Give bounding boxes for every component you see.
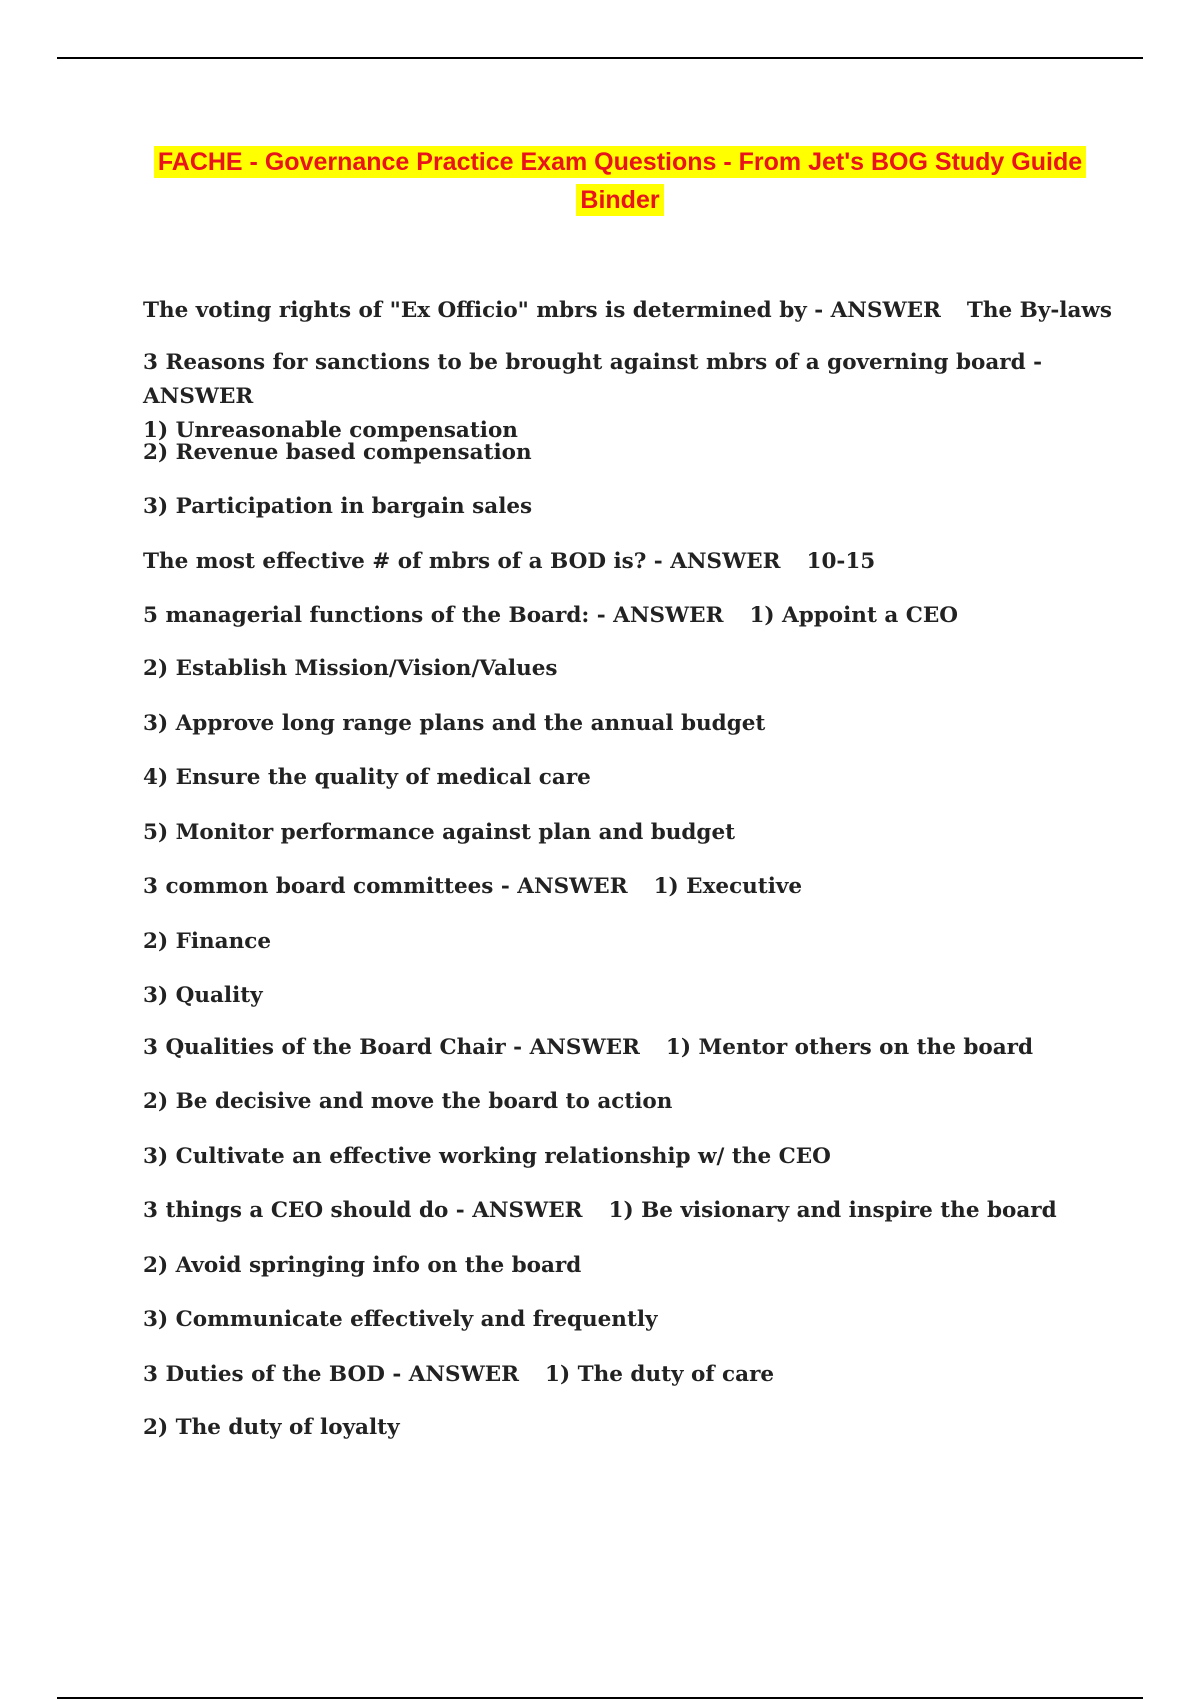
qa-line-17: 3 things a CEO should do - ANSWER 1) Be visionary and inspire the board — [143, 1198, 1057, 1223]
qa-line-15: 2) Be decisive and move the board to action — [143, 1089, 673, 1114]
qa-line-6: 5 managerial functions of the Board: - ANSWER 1) Appoint a CEO — [143, 603, 959, 628]
document-title: FACHE - Governance Practice Exam Questions - From Jet's BOG Study Guide Binder — [130, 143, 1110, 219]
qa-line-9: 4) Ensure the quality of medical care — [143, 765, 591, 790]
qa-line-18: 2) Avoid springing info on the board — [143, 1253, 582, 1278]
qa-line-2: 3 Reasons for sanctions to be brought against mbrs of a governing board - ANSWER 1) Unreasonable compensation — [143, 350, 1043, 443]
qa-line-11: 3 common board committees - ANSWER 1) Executive — [143, 874, 803, 899]
qa-line-13: 3) Quality — [143, 983, 263, 1008]
qa-line-1: The voting rights of "Ex Officio" mbrs is determined by - ANSWER The By-laws — [143, 298, 1112, 323]
top-rule — [57, 57, 1143, 59]
qa-line-10: 5) Monitor performance against plan and budget — [143, 820, 736, 845]
qa-line-21: 2) The duty of loyalty — [143, 1415, 400, 1440]
qa-line-3: 2) Revenue based compensation — [143, 440, 532, 465]
qa-line-4: 3) Participation in bargain sales — [143, 494, 533, 519]
qa-line-20: 3 Duties of the BOD - ANSWER 1) The duty of care — [143, 1362, 775, 1387]
qa-line-7: 2) Establish Mission/Vision/Values — [143, 656, 558, 681]
qa-line-12: 2) Finance — [143, 929, 272, 954]
qa-line-8: 3) Approve long range plans and the annual budget — [143, 711, 766, 736]
qa-line-5: The most effective # of mbrs of a BOD is? - ANSWER 10-15 — [143, 549, 876, 574]
qa-line-16: 3) Cultivate an effective working relationship w/ the CEO — [143, 1144, 831, 1169]
qa-line-14: 3 Qualities of the Board Chair - ANSWER 1) Mentor others on the board — [143, 1035, 1034, 1060]
bottom-rule — [57, 1697, 1143, 1699]
qa-line-19: 3) Communicate effectively and frequently — [143, 1307, 658, 1332]
